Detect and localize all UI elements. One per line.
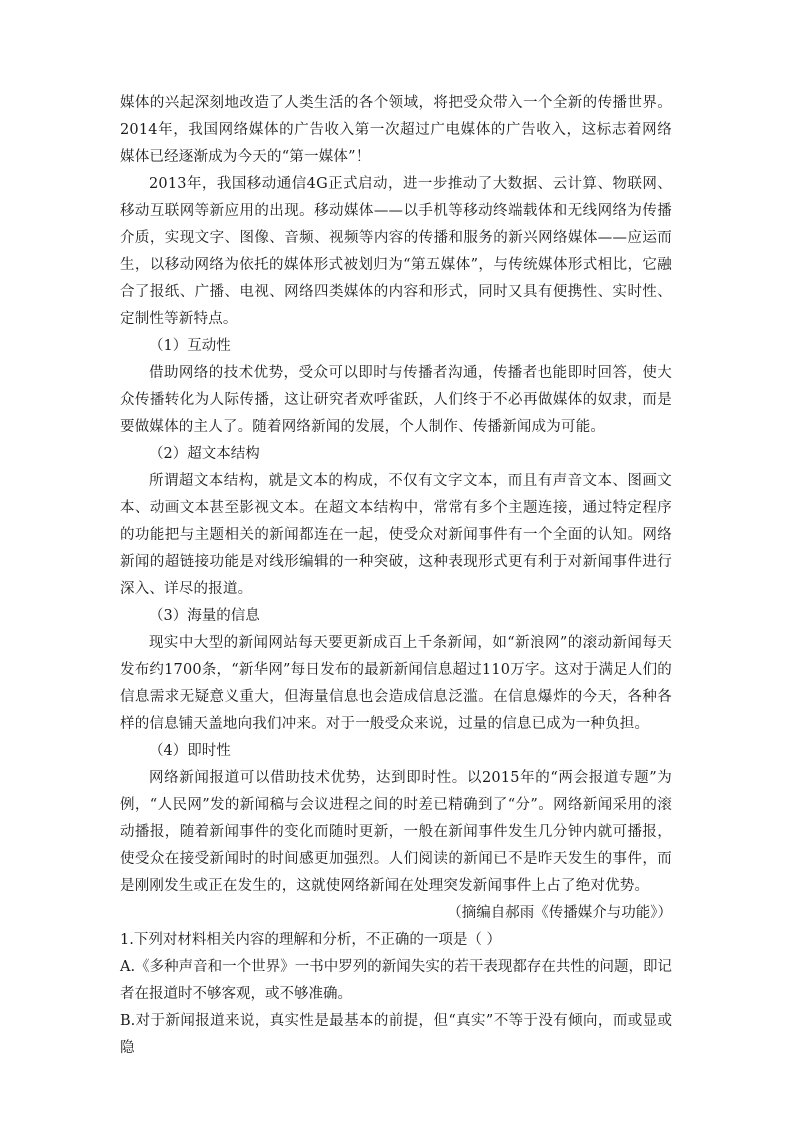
paragraph-massive-info: 现实中大型的新闻网站每天要更新成百上千条新闻，如“新浪网”的滚动新闻每天发布约1700条，“新华网”每日发布的最新新闻信息超过110万字。这对于满足人们的信息需求无疑意义重大，但海量信息也会造成信息泛滥。在信息爆炸的今天，各种各样的信息铺天盖地向我们冲来。对于一般受众来说，过量的信息已成为一种负担。 — [120, 635, 672, 732]
question-1: 1.下列对材料相关内容的理解和分析，不正确的一项是（ ） — [120, 932, 501, 948]
document-page — [120, 90, 672, 1062]
paragraph-hypertext: 所谓超文本结构，就是文本的构成，不仅有文字文本，而且有声音文本、图画文本、动画文本甚至影视文本。在超文本结构中，常常有多个主题连接，通过特定程序的功能把与主题相关的新闻都连在一起，使受众对新闻事件有一个全面的认知。网络新闻的超链接功能是对线形编辑的一种突破，这种表现形式更有利于对新闻事件进行深入、详尽的报道。 — [120, 473, 672, 597]
paragraph-interactivity: 借助网络的技术优势，受众可以即时与传播者沟通，传播者也能即时回答，使大众传播转化为人际传播，这让研究者欢呼雀跃，人们终于不必再做媒体的奴隶，而是要做媒体的主人了。随着网络新闻的发展，个人制作、传播新闻成为可能。 — [120, 365, 672, 435]
option-b: B.对于新闻报道来说，真实性是最基本的前提，但“真实”不等于没有倾向，而或显或隐 — [120, 1013, 672, 1056]
section-heading-hypertext: （2）超文本结构 — [149, 446, 260, 462]
section-heading-massive-info: （3）海量的信息 — [149, 608, 260, 624]
section-heading-immediacy: （4）即时性 — [149, 743, 231, 759]
section-heading-interactivity: （1）互动性 — [149, 338, 231, 354]
paragraph-immediacy: 网络新闻报道可以借助技术优势，达到即时性。以2015年的“两会报道专题”为例，“人民网”发的新闻稿与会议进程之间的时差已精确到了“分”。网络新闻采用的滚动播报，随着新闻事件的变化而随时更新，一般在新闻事件发生几分钟内就可播报，使受众在接受新闻时的时间感更加强烈。人们阅读的新闻已不是昨天发生的事件，而是刚刚发生或正在发生的，这就使网络新闻在处理突发新闻事件上占了绝对优势。 — [120, 770, 672, 894]
option-a: A.《多种声音和一个世界》一书中罗列的新闻失实的若干表现都存在共性的问题，即记者在报道时不够客观，或不够准确。 — [120, 959, 672, 1002]
paragraph-4g-mobile-media: 2013年，我国移动通信4G正式启动，进一步推动了大数据、云计算、物联网、移动互联网等新应用的出现。移动媒体——以手机等移动终端载体和无线网络为传播介质，实现文字、图像、音频、视频等内容的传播和服务的新兴网络媒体——应运而生，以移动网络为依托的媒体形式被划归为“第五媒体”，与传统媒体形式相比，它融合了报纸、广播、电视、网络四类媒体的内容和形式，同时又具有便携性、实时性、定制性等新特点。 — [120, 176, 672, 327]
paragraph-media-rise: 媒体的兴起深刻地改造了人类生活的各个领域，将把受众带入一个全新的传播世界。2014年，我国网络媒体的广告收入第一次超过广电媒体的广告收入，这标志着网络媒体已经逐渐成为今天的“第一媒体”！ — [120, 95, 672, 165]
source-citation: （摘编自郝雨《传播媒介与功能》） — [447, 905, 672, 921]
